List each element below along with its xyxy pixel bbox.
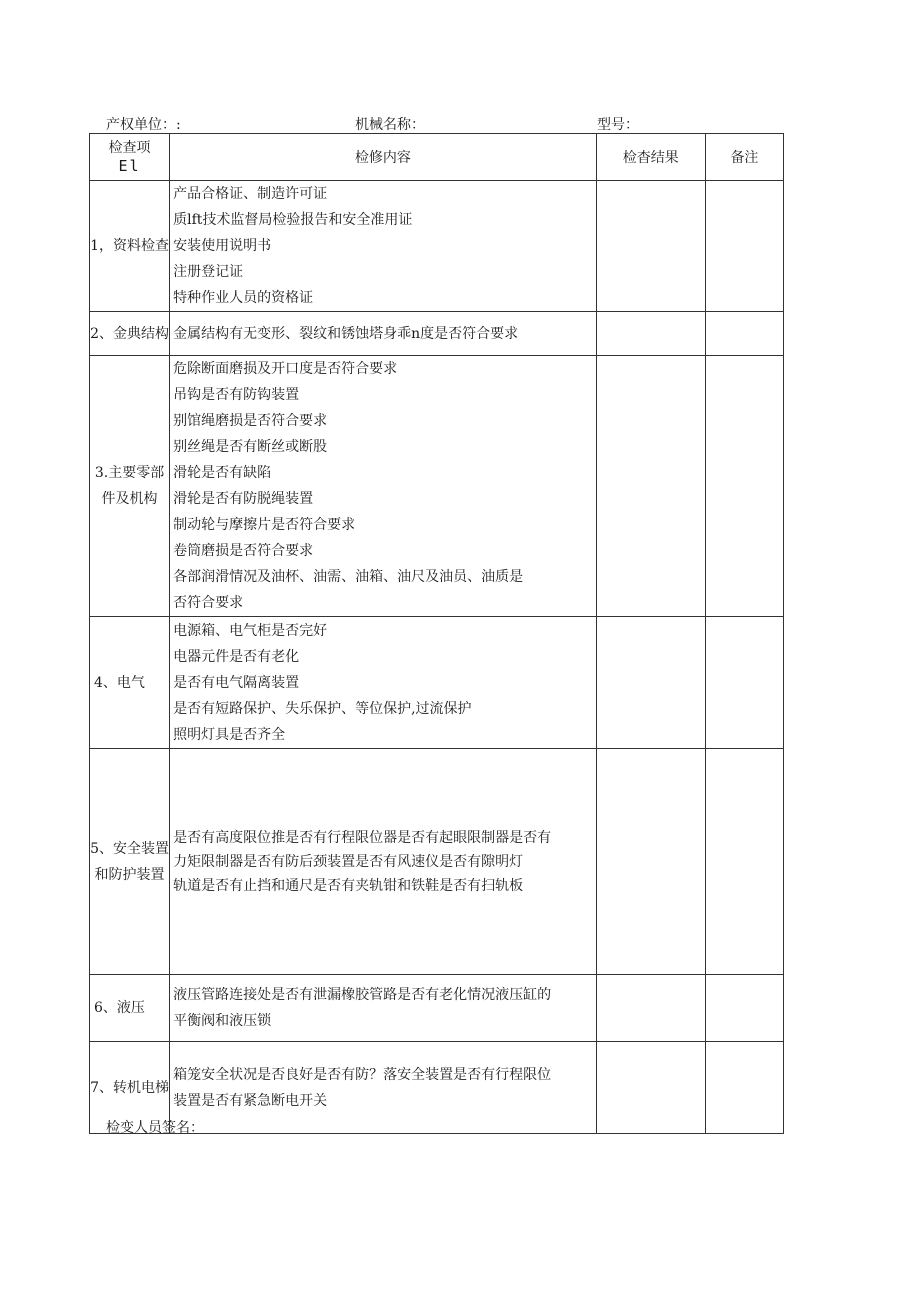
content-line: 装置是否有紧急断电开关 bbox=[173, 1092, 328, 1109]
note-cell[interactable] bbox=[705, 617, 783, 749]
result-cell[interactable] bbox=[596, 1042, 705, 1134]
content-line: 吊钩是否有防钩装置 bbox=[173, 387, 300, 403]
content-metal-structure bbox=[170, 312, 597, 356]
content-line: 滑轮是否有缺陷 bbox=[173, 465, 272, 481]
content-line: 力矩限制器是否有防后颈装置是否有风速仪是否有隙明灯 bbox=[173, 853, 524, 870]
content-line: 平衡阀和液压锁 bbox=[173, 1013, 272, 1029]
content-line: 否符合要求 bbox=[173, 595, 244, 611]
header-result: 检杳结果 bbox=[596, 134, 705, 181]
item-metal-structure: 2、金典结构 bbox=[90, 312, 170, 356]
content-line: 箱笼安全状况是否良好是否有防？落安全装置是否有行程限位 bbox=[173, 1066, 552, 1083]
content-line: 金属结构有无变形、裂纹和锈蚀塔身乖n度是否符合要求 bbox=[173, 325, 519, 342]
content-line: 是否有短路保护、失乐保护、等位保护,过流保护 bbox=[173, 700, 472, 717]
item-hydraulic: 6、液压 bbox=[90, 975, 170, 1042]
content-line: 危除断面磨损及开口度是否符合要求 bbox=[173, 361, 398, 377]
header-item bbox=[90, 134, 170, 181]
note-cell[interactable] bbox=[705, 975, 783, 1042]
content-documents bbox=[170, 181, 597, 312]
content-line: 制动轮与摩擦片是否符合要求 bbox=[173, 517, 356, 533]
content-line: 电源箱、电气柜是否完好 bbox=[173, 622, 328, 639]
item-elevator: 7、转机电梯 bbox=[90, 1042, 170, 1134]
table-row bbox=[90, 356, 784, 617]
content-safety-devices bbox=[170, 749, 597, 975]
result-cell[interactable] bbox=[596, 617, 705, 749]
note-cell[interactable] bbox=[705, 356, 783, 617]
table-header-row bbox=[90, 134, 784, 181]
owner-label: 产权单位：: bbox=[106, 117, 181, 133]
model-label: 型号： bbox=[597, 117, 639, 133]
table-row bbox=[90, 181, 784, 312]
result-cell[interactable] bbox=[596, 181, 705, 312]
content-line: 是否有高度限位推是否有行程限位器是否有起眼限制器是否有 bbox=[173, 829, 552, 846]
content-line: 产品合格证、制造许可证 bbox=[173, 186, 328, 202]
result-cell[interactable] bbox=[596, 356, 705, 617]
content-line: 卷筒磨损是否符合要求 bbox=[173, 543, 314, 559]
content-line: 各部润滑情况及油杯、油需、油箱、油尺及油员、油质是 bbox=[173, 569, 524, 585]
result-cell[interactable] bbox=[596, 975, 705, 1042]
table-row bbox=[90, 617, 784, 749]
content-line: 滑轮是否有防脱绳装置 bbox=[173, 491, 314, 507]
note-cell[interactable] bbox=[705, 312, 783, 356]
note-cell[interactable] bbox=[705, 749, 783, 975]
content-line: 注册登记证 bbox=[173, 264, 244, 280]
content-line: 轨道是否有止挡和通尺是否有夹轨钳和铁鞋是否有扫轨板 bbox=[173, 877, 524, 894]
header-note: 备注 bbox=[705, 134, 783, 181]
header-row bbox=[0, 114, 920, 134]
content-line: 电器元件是否有老化 bbox=[173, 648, 300, 665]
item-documents: 1，资料检查 bbox=[90, 181, 170, 312]
content-line: 照明灯具是否齐全 bbox=[173, 726, 286, 743]
item-main-parts: 3.主要零部件及机构 bbox=[90, 356, 170, 617]
content-line: 别丝绳是否有断丝或断股 bbox=[173, 439, 328, 455]
table-row bbox=[90, 749, 784, 975]
machine-name-label: 机械名称： bbox=[355, 117, 425, 133]
note-cell[interactable] bbox=[705, 1042, 783, 1134]
table-row bbox=[90, 312, 784, 356]
content-main-parts bbox=[170, 356, 597, 617]
inspector-signature-label: 检变人员签名： bbox=[106, 1120, 204, 1136]
content-line: 液压管路连接处是否有泄漏橡胶管路是否有老化情况液压缸的 bbox=[173, 987, 552, 1003]
content-line: 安装使用说明书 bbox=[173, 238, 272, 254]
result-cell[interactable] bbox=[596, 312, 705, 356]
header-content: 检修内容 bbox=[170, 134, 597, 181]
content-line: 质lft技术监督局检验报告和安全准用证 bbox=[173, 212, 413, 228]
content-line: 别馆绳磨损是否符合要求 bbox=[173, 413, 328, 429]
header-item-code: El bbox=[118, 157, 141, 175]
header-item-label: 检查项 bbox=[108, 140, 151, 156]
content-elevator bbox=[170, 1042, 597, 1134]
table-row bbox=[90, 975, 784, 1042]
content-hydraulic bbox=[170, 975, 597, 1042]
content-line: 是否有电气隔离装置 bbox=[173, 674, 300, 691]
content-electrical bbox=[170, 617, 597, 749]
inspection-table bbox=[89, 133, 784, 1134]
note-cell[interactable] bbox=[705, 181, 783, 312]
item-electrical: 4、电气 bbox=[90, 617, 170, 749]
item-safety-devices: 5、安全装置和防护装置 bbox=[90, 749, 170, 975]
content-line: 特种作业人员的资格证 bbox=[173, 290, 314, 306]
result-cell[interactable] bbox=[596, 749, 705, 975]
